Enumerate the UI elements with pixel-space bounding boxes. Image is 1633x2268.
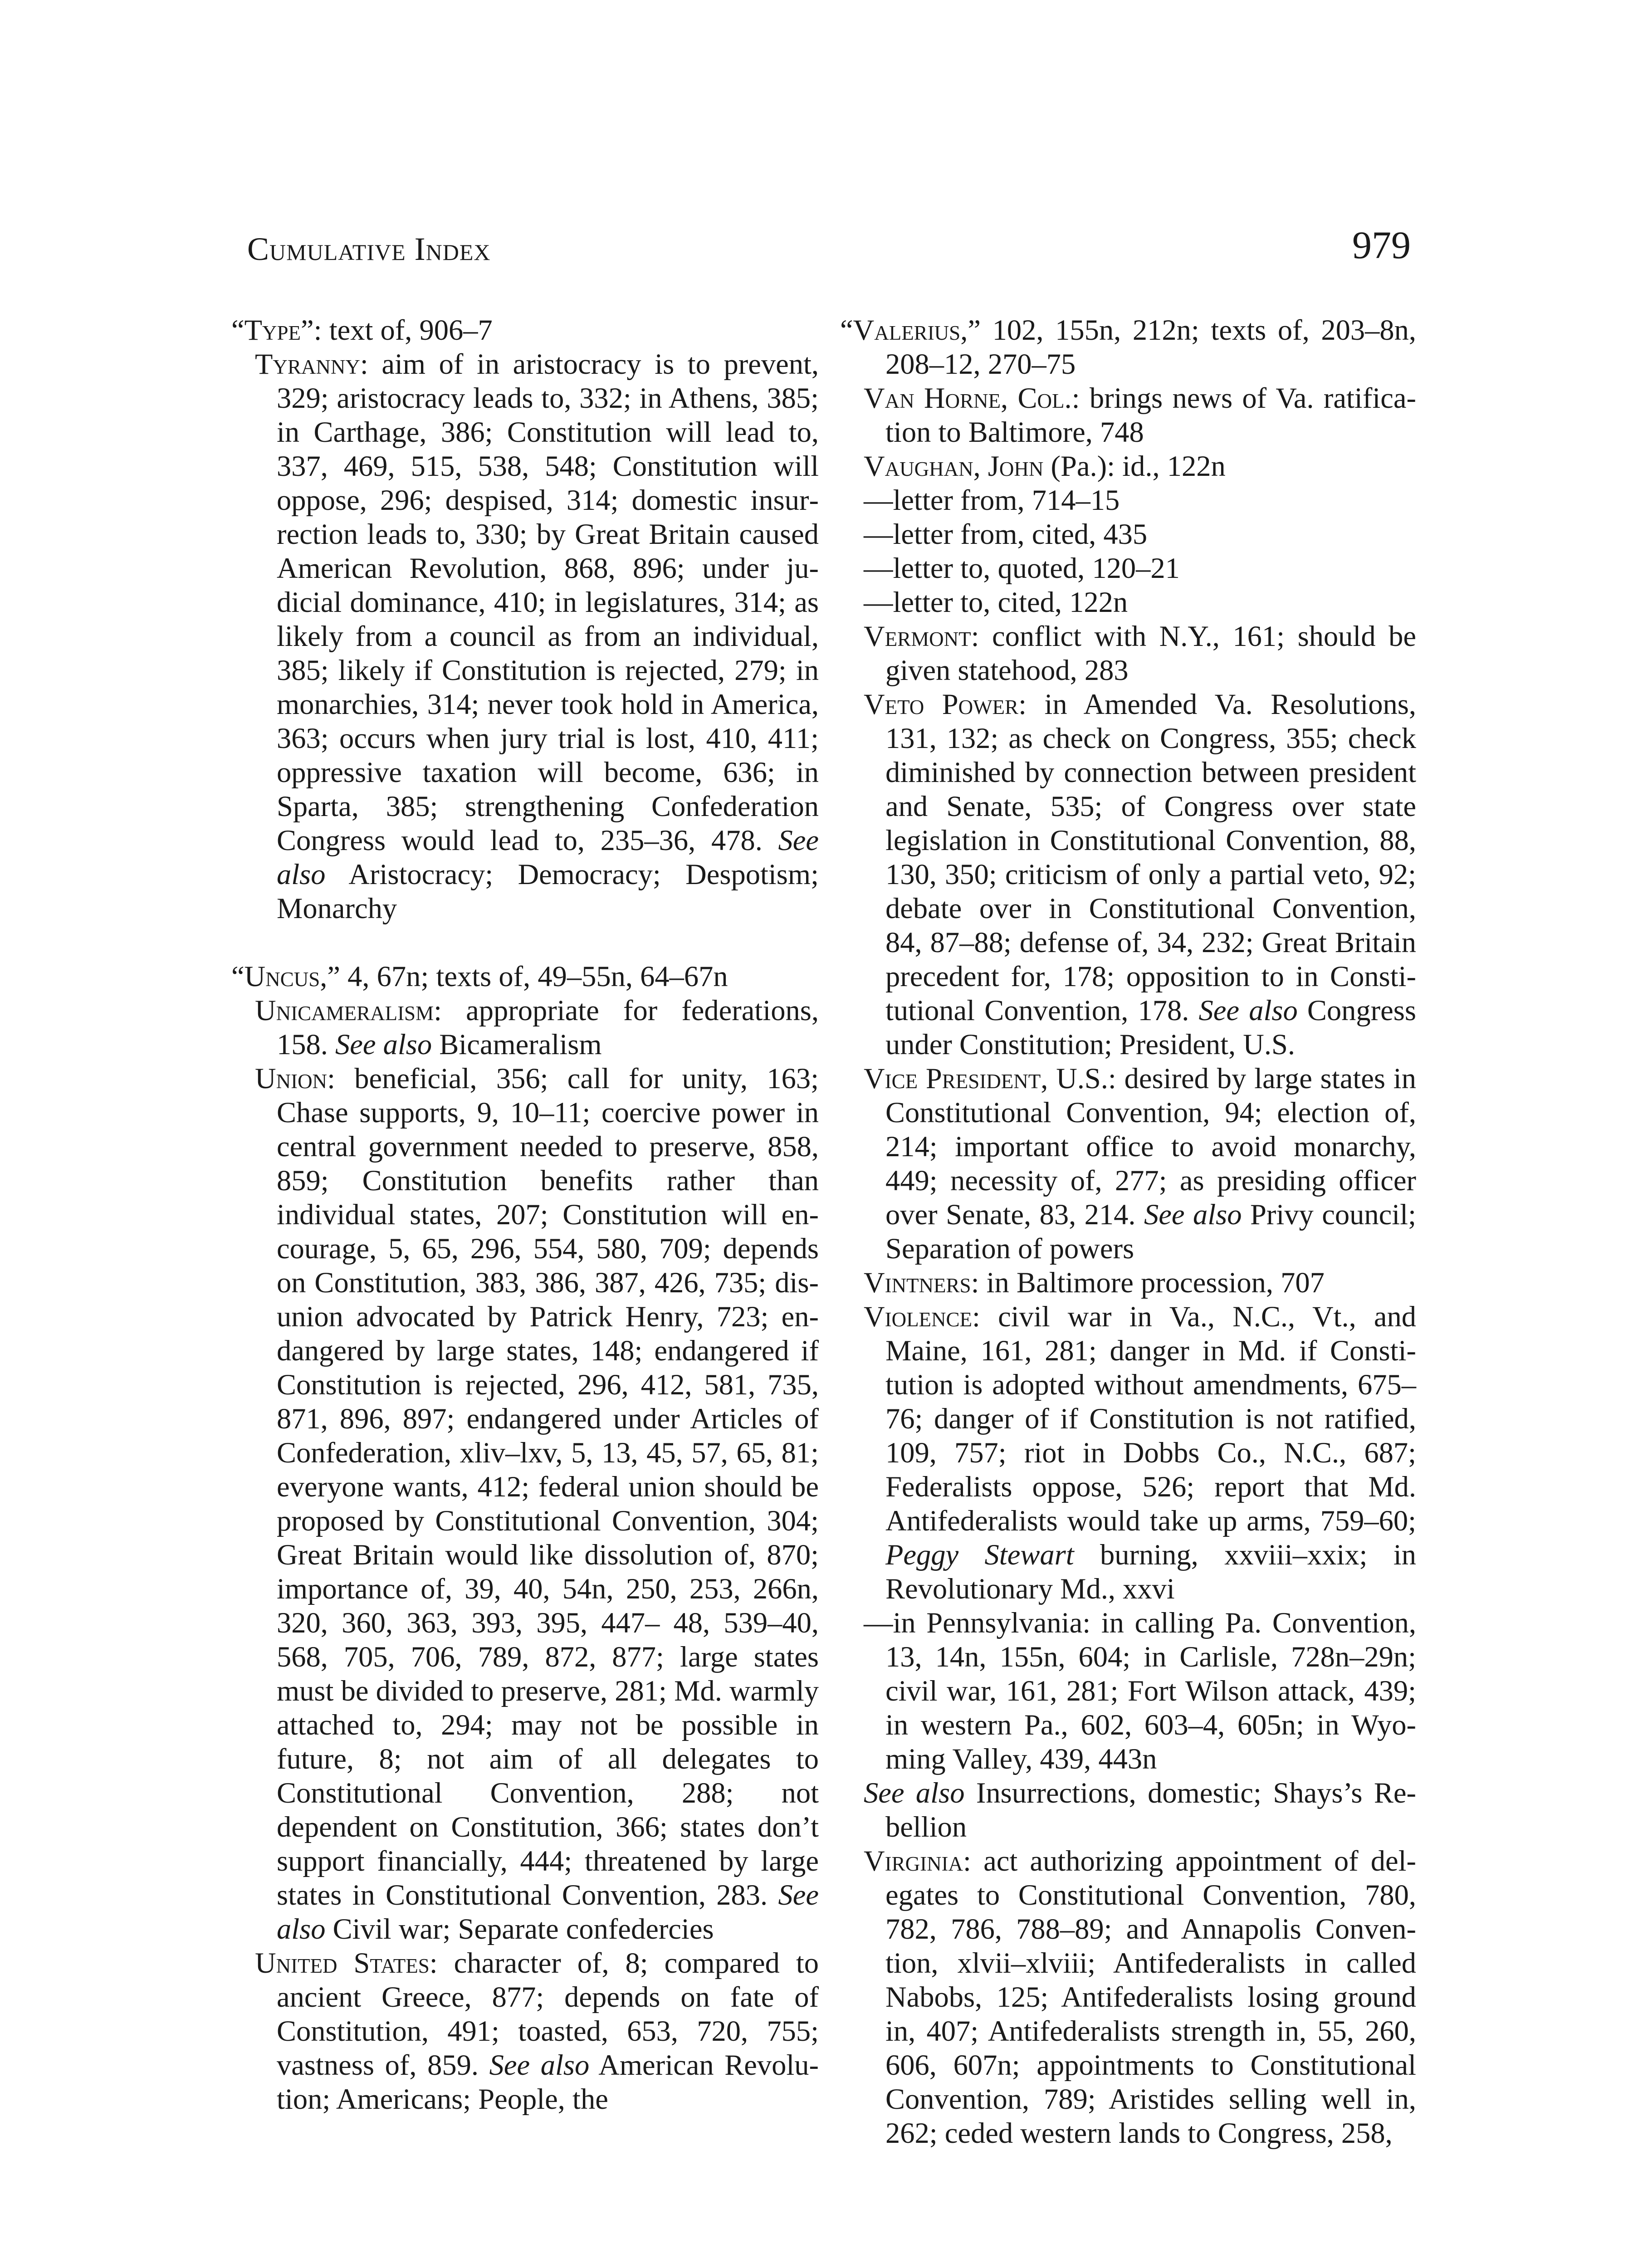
entry-text: —letter from, 714–15 <box>864 484 1120 516</box>
entry-cross-ref: Peggy Stewart <box>885 1539 1074 1571</box>
entry-cross-ref-targets: Congress under Constitution; President, U.S. <box>885 994 1416 1061</box>
page-number: 979 <box>1352 223 1411 267</box>
index-entry <box>840 551 1416 585</box>
entry-text: : in Baltimore procession, 707 <box>971 1266 1325 1299</box>
index-entry <box>840 619 1416 687</box>
index-entry <box>840 1606 1416 1776</box>
index-entry <box>840 483 1416 517</box>
index-entry <box>231 347 819 925</box>
entry-heading: Violence <box>864 1300 973 1333</box>
index-entry <box>840 1844 1416 2150</box>
entry-heading: Union <box>255 1062 328 1095</box>
entry-heading: “Valerius <box>840 314 961 346</box>
entry-cross-ref: See also <box>277 1879 819 1945</box>
entry-heading: Van Horne, Col. <box>864 382 1072 414</box>
entry-text: : character of, 8; compared to ancient Greece, 877; depends on fate of Constitution, 491; toasted, 653, 720, 755; vastness of, 859. <box>277 1947 819 2081</box>
entry-text: —letter to, cited, 122n <box>864 586 1128 618</box>
entry-cross-ref: See also <box>489 2049 590 2081</box>
index-entry <box>840 1266 1416 1300</box>
index-entry <box>840 687 1416 1061</box>
entry-text: : beneficial, 356; call for unity, 163; Chase supports, 9, 10–11; coercive power in central government needed to preserve, 858, 859; Constitution benefits rather than individual states, 207; Constitution will encourage, 5, 65, 296, 554, 580, 709; depends on Constitution, 383, 386, 387, 426, 735; disunion advocated by Patrick Henry, 723; endangered by large states, 148; endangered if Constitution is rejected, 296, 412, 581, 735, 871, 896, 897; endangered under Articles of Confederation, xliv–lxv, 5, 13, 45, 57, 65, 81; everyone wants, 412; federal union should be proposed by Constitutional Convention, 304; Great Britain would like dissolution of, 870; importance of, 39, 40, 54n, 250, 253, 266n, 320, 360, 363, 393, 395, 447– 48, 539–40, 568, 705, 706, 789, 872, 877; large states must be divided to preserve, 281; Md. warmly attached to, 294; may not be possible in future, 8; not aim of all delegates to Constitutional Convention, 288; not dependent on Constitution, 366; states don’t support financially, 444; threatened by large states in Constitutional Convention, 283. <box>277 1062 819 1911</box>
entry-heading: Vintners <box>864 1266 971 1299</box>
index-entry <box>840 585 1416 619</box>
index-entry <box>231 313 819 347</box>
entry-cross-ref-targets: American Revolution; Americans; People, the <box>277 2049 819 2115</box>
entry-text: : appropriate for federations, 158. <box>277 994 819 1061</box>
entry-cross-ref-targets: Privy council; Separation of powers <box>885 1198 1416 1265</box>
entry-cross-ref-targets: Aristocracy; Democracy; Despotism; Monarchy <box>277 858 819 924</box>
entry-text: : act authorizing appointment of delegates to Constitutional Convention, 780, 782, 786, 788–89; and Annapolis Convention, xlvii–xlviii; Antifederalists in called Nabobs, 125; Antifederalists losing ground in, 407; Antifederalists strength in, 55, 260, 606, 607n; appointments to Constitutional Convention, 789; Aristides selling well in, 262; ceded western lands to Congress, 258, <box>885 1845 1416 2149</box>
index-entry <box>840 1061 1416 1266</box>
entry-cross-ref: See also <box>335 1028 432 1061</box>
entry-cross-ref-targets: Bicameralism <box>432 1028 602 1061</box>
entry-heading: “Uncus <box>231 960 320 992</box>
index-entry <box>840 1300 1416 1606</box>
entry-text: : text of, 906–7 <box>313 314 493 346</box>
entry-heading: Virginia <box>864 1845 963 1877</box>
entry-text: : desired by large states in Constitutional Convention, 94; election of, 214; important office to avoid monarchy, 449; necessity of, 277; as presiding officer over Senate, 83, 214. <box>885 1062 1416 1231</box>
entry-text: —letter to, quoted, 120–21 <box>864 552 1180 584</box>
entry-cross-ref: See also <box>864 1777 965 1809</box>
entry-text: ,” 102, 155n, 212n; texts of, 203–8n, 208–12, 270–75 <box>885 314 1416 380</box>
entry-text: —in Pennsylvania: in calling Pa. Convention, 13, 14n, 155n, 604; in Carlisle, 728n–29n; civil war, 161, 281; Fort Wilson attack, 439; in western Pa., 602, 603–4, 605n; in Wyoming Valley, 439, 443n <box>864 1607 1416 1775</box>
index-entry <box>840 1776 1416 1844</box>
entry-heading: Tyranny <box>255 348 360 380</box>
index-entry <box>840 517 1416 551</box>
entry-text: : in Amended Va. Resolutions, 131, 132; as check on Congress, 355; check diminished by connection between president and Senate, 535; of Congress over state legislation in Constitutional Convention, 88, 130, 350; criticism of only a partial veto, 92; debate over in Constitutional Convention, 84, 87–88; defense of, 34, 232; Great Britain precedent for, 178; opposition to in Constitutional Convention, 178. <box>885 688 1416 1026</box>
entry-text: ,” 4, 67n; texts of, 49–55n, 64–67n <box>320 960 728 992</box>
entry-heading: “Type” <box>231 314 314 346</box>
running-head <box>247 222 1411 272</box>
entry-text: : brings news of Va. ratification to Baltimore, 748 <box>885 382 1416 448</box>
index-entry <box>231 1061 819 1946</box>
entry-heading: Veto Power <box>864 688 1019 720</box>
entry-cross-ref: See also <box>1144 1198 1242 1231</box>
entry-heading: United States <box>255 1947 430 1979</box>
index-entry <box>840 449 1416 483</box>
entry-text: (Pa.): id., 122n <box>1043 450 1226 482</box>
entry-cross-ref-targets: burning, xxviii–xxix; in Revolutionary Md., xxvi <box>885 1539 1416 1605</box>
index-entry <box>840 381 1416 449</box>
entry-text: : conflict with N.Y., 161; should be given statehood, 283 <box>885 620 1416 686</box>
entry-cross-ref: See also <box>277 824 819 890</box>
entry-heading: Vice President, U.S. <box>864 1062 1108 1095</box>
entry-heading: Vermont <box>864 620 971 652</box>
index-entry <box>231 993 819 1061</box>
index-entry <box>231 1946 819 2116</box>
entry-cross-ref-targets: Civil war; Separate confedercies <box>325 1913 714 1945</box>
entry-heading: Vaughan, John <box>864 450 1044 482</box>
index-entry <box>231 959 819 993</box>
entry-cross-ref-targets: Insurrections, domestic; Shays’s Rebellion <box>885 1777 1417 1843</box>
running-head-title: Cumulative Index <box>247 231 491 267</box>
index-entry <box>840 313 1416 381</box>
entry-text: : aim of in aristocracy is to prevent, 329; aristocracy leads to, 332; in Athens, 385; in Carthage, 386; Constitution will lead to, 337, 469, 515, 538, 548; Constitution will oppose, 296; despised, 314; domestic insurrection leads to, 330; by Great Britain caused American Revolution, 868, 896; under judicial dominance, 410; in legislatures, 314; as likely from a council as from an individual, 385; likely if Constitution is rejected, 279; in monarchies, 314; never took hold in America, 363; occurs when jury trial is lost, 410, 411; oppressive taxation will become, 636; in Sparta, 385; strengthening Confederation Congress would lead to, 235–36, 478. <box>277 348 819 856</box>
entry-cross-ref: See also <box>1198 994 1298 1026</box>
right-column <box>840 313 1416 2150</box>
entry-heading: Unicameralism <box>255 994 434 1026</box>
entry-text: : civil war in Va., N.C., Vt., and Maine, 161, 281; danger in Md. if Constitution is adopted without amendments, 675–76; danger of if Constitution is not ratified, 109, 757; riot in Dobbs Co., N.C., 687; Federalists oppose, 526; report that Md. Antifederalists would take up arms, 759–60; <box>885 1300 1416 1537</box>
entry-text: —letter from, cited, 435 <box>864 518 1148 550</box>
left-column <box>231 313 819 2116</box>
